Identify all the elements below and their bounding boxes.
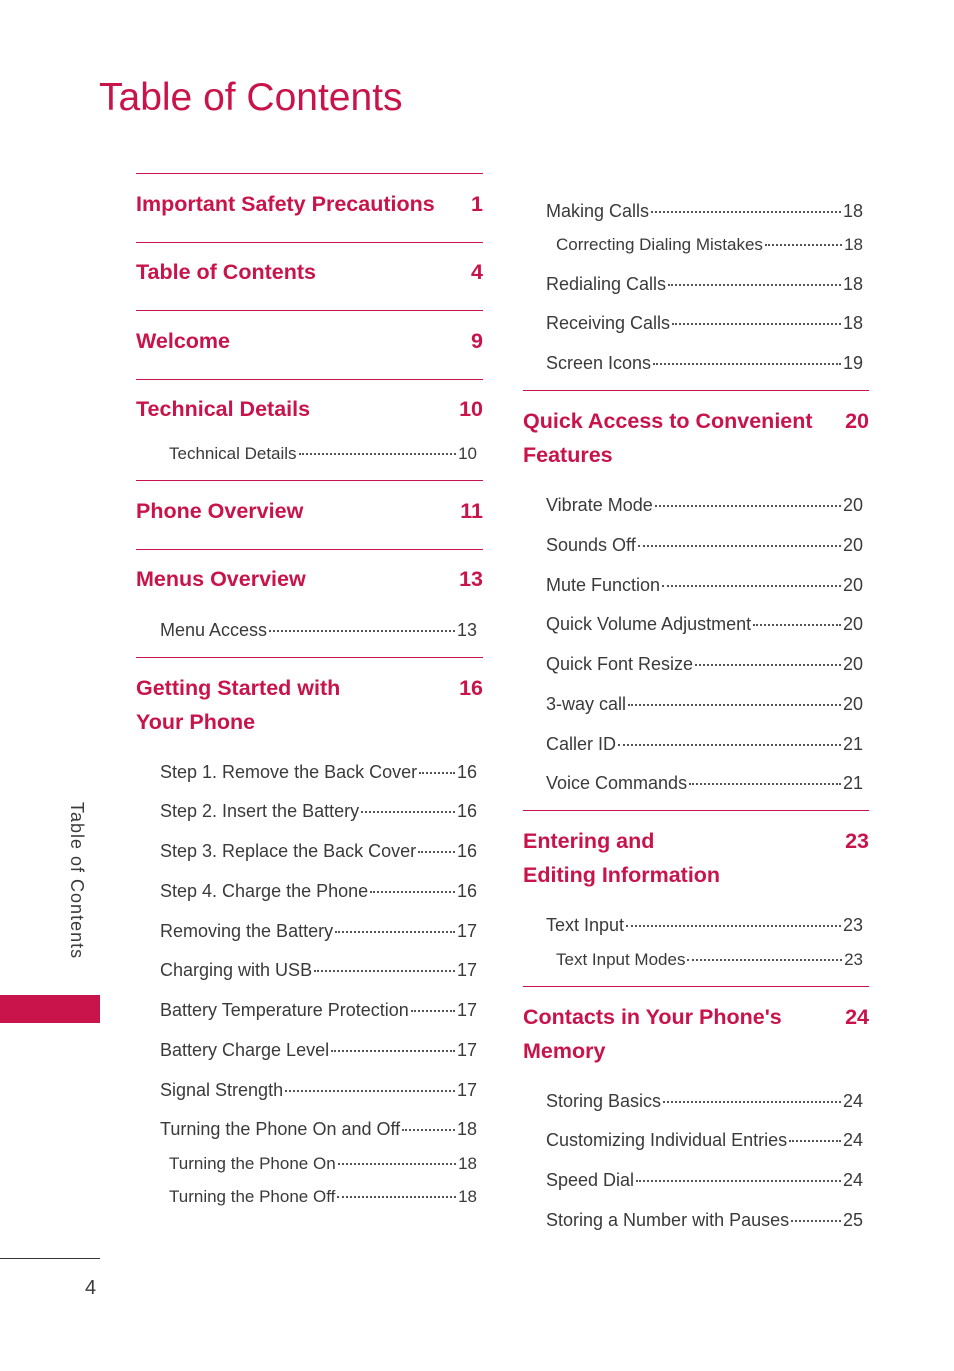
toc-entry-page: 18 <box>842 201 863 221</box>
toc-entry-page: 23 <box>844 950 863 969</box>
dot-leader <box>335 931 455 933</box>
toc-section-page: 13 <box>459 567 483 591</box>
toc-entry[interactable] <box>160 880 477 902</box>
toc-entry-title: Screen Icons <box>546 353 652 373</box>
toc-entry-title: Sounds Off <box>546 535 636 555</box>
toc-entry[interactable] <box>160 1079 477 1101</box>
toc-entry-title: Redialing Calls <box>546 274 667 294</box>
dot-leader <box>663 1101 841 1103</box>
toc-section-title: Contacts in Your Phone's Memory <box>523 1005 782 1063</box>
toc-section[interactable] <box>136 671 483 739</box>
toc-entry[interactable] <box>546 733 863 755</box>
dot-leader <box>370 891 455 893</box>
toc-entry-page: 17 <box>456 1000 477 1020</box>
toc-entry-page: 17 <box>456 1080 477 1100</box>
section-divider <box>136 242 483 243</box>
dot-leader <box>299 453 457 455</box>
toc-section-page: 4 <box>471 260 483 284</box>
toc-entry-page: 18 <box>458 1154 477 1173</box>
toc-entry-page: 20 <box>842 654 863 674</box>
toc-section[interactable] <box>523 1000 869 1068</box>
toc-entry-page: 19 <box>842 353 863 373</box>
toc-section-title: Welcome <box>136 329 230 353</box>
toc-entry[interactable] <box>160 800 477 822</box>
toc-entry-page: 20 <box>842 694 863 714</box>
section-divider <box>523 810 869 811</box>
section-divider <box>136 657 483 658</box>
toc-section[interactable] <box>523 824 869 892</box>
section-divider <box>136 480 483 481</box>
dot-leader <box>628 704 841 706</box>
toc-entry-page: 17 <box>456 960 477 980</box>
toc-entry[interactable] <box>546 1169 863 1191</box>
toc-entry[interactable] <box>160 920 477 942</box>
toc-entry[interactable] <box>546 1090 863 1112</box>
toc-entry[interactable] <box>160 1039 477 1061</box>
toc-entry[interactable] <box>546 494 863 516</box>
dot-leader <box>789 1140 841 1142</box>
toc-entry-page: 18 <box>456 1119 477 1139</box>
dot-leader <box>636 1180 841 1182</box>
toc-entry-title: Storing Basics <box>546 1091 662 1111</box>
toc-entry[interactable] <box>546 693 863 715</box>
toc-entry[interactable] <box>546 574 863 596</box>
toc-entry-title: Menu Access <box>160 620 268 640</box>
toc-section-title: Quick Access to Convenient Features <box>523 409 813 467</box>
dot-leader <box>791 1220 841 1222</box>
section-divider <box>523 986 869 987</box>
toc-entry[interactable] <box>546 653 863 675</box>
toc-entry-title: Battery Charge Level <box>160 1040 330 1060</box>
toc-entry-page: 13 <box>456 620 477 640</box>
dot-leader <box>695 664 841 666</box>
toc-entry-page: 18 <box>458 1187 477 1206</box>
toc-entry-page: 18 <box>844 235 863 254</box>
dot-leader <box>672 323 841 325</box>
dot-leader <box>402 1129 455 1131</box>
toc-entry[interactable] <box>546 200 863 222</box>
toc-entry-page: 16 <box>456 762 477 782</box>
toc-entry[interactable] <box>546 312 863 334</box>
dot-leader <box>411 1010 455 1012</box>
toc-entry[interactable] <box>160 840 477 862</box>
toc-entry-page: 21 <box>842 773 863 793</box>
toc-section[interactable] <box>136 187 483 221</box>
toc-section-title: Getting Started with Your Phone <box>136 676 341 734</box>
dot-leader <box>662 585 841 587</box>
toc-section-page: 23 <box>845 829 869 853</box>
page-title: Table of Contents <box>99 76 403 119</box>
toc-entry[interactable] <box>546 914 863 936</box>
toc-section[interactable] <box>136 255 483 289</box>
toc-entry-page: 16 <box>456 881 477 901</box>
toc-entry-title: Vibrate Mode <box>546 495 653 515</box>
section-divider <box>523 390 869 391</box>
dot-leader <box>331 1050 455 1052</box>
toc-entry-title: Turning the Phone On and Off <box>160 1119 401 1139</box>
toc-entry-title: Storing a Number with Pauses <box>546 1210 790 1230</box>
toc-entry[interactable] <box>160 761 477 783</box>
section-divider <box>136 549 483 550</box>
toc-section-page: 11 <box>460 499 483 523</box>
toc-entry-title: Battery Temperature Protection <box>160 1000 409 1020</box>
toc-entry-title: 3-way call <box>546 694 627 714</box>
toc-entry-page: 20 <box>842 535 863 555</box>
dot-leader <box>651 211 841 213</box>
toc-entry-title: Step 2. Insert the Battery <box>160 801 360 821</box>
page-number: 4 <box>85 1277 97 1299</box>
toc-entry-title: Mute Function <box>546 575 661 595</box>
dot-leader <box>285 1090 455 1092</box>
toc-entry-title: Removing the Battery <box>160 921 334 941</box>
toc-entry-page: 25 <box>842 1210 863 1230</box>
toc-entry[interactable] <box>160 1118 477 1140</box>
dot-leader <box>618 744 841 746</box>
toc-entry[interactable] <box>169 1153 477 1175</box>
toc-section-title: Menus Overview <box>136 567 306 591</box>
toc-entry-title: Text Input Modes <box>556 950 686 969</box>
toc-entry-title: Signal Strength <box>160 1080 284 1100</box>
toc-entry-page: 18 <box>842 274 863 294</box>
toc-entry-page: 24 <box>842 1130 863 1150</box>
toc-entry-title: Quick Font Resize <box>546 654 694 674</box>
toc-entry[interactable] <box>546 1129 863 1151</box>
toc-entry-page: 10 <box>458 444 477 463</box>
toc-entry[interactable] <box>160 959 477 981</box>
toc-entry-title: Customizing Individual Entries <box>546 1130 788 1150</box>
toc-entry[interactable] <box>546 1209 863 1231</box>
toc-entry[interactable] <box>160 619 477 641</box>
dot-leader <box>653 363 841 365</box>
toc-section-page: 24 <box>845 1005 869 1029</box>
toc-entry-title: Receiving Calls <box>546 313 671 333</box>
toc-entry-title: Speed Dial <box>546 1170 635 1190</box>
toc-entry-page: 24 <box>842 1170 863 1190</box>
toc-section[interactable] <box>523 404 869 472</box>
toc-section-page: 9 <box>471 329 483 353</box>
toc-entry-title: Step 3. Replace the Back Cover <box>160 841 417 861</box>
toc-entry-page: 20 <box>842 614 863 634</box>
toc-entry-title: Text Input <box>546 915 625 935</box>
toc-entry-page: 18 <box>842 313 863 333</box>
toc-entry-page: 20 <box>842 495 863 515</box>
dot-leader <box>361 811 455 813</box>
dot-leader <box>626 925 841 927</box>
toc-entry-title: Step 4. Charge the Phone <box>160 881 369 901</box>
toc-entry-page: 20 <box>842 575 863 595</box>
toc-entry-title: Quick Volume Adjustment <box>546 614 752 634</box>
dot-leader <box>753 624 841 626</box>
toc-entry-title: Turning the Phone On <box>169 1154 336 1173</box>
toc-section-page: 16 <box>459 676 483 700</box>
toc-section[interactable] <box>136 392 483 426</box>
dot-leader <box>655 505 841 507</box>
section-divider <box>136 310 483 311</box>
dot-leader <box>418 851 455 853</box>
toc-entry[interactable] <box>556 234 863 256</box>
toc-entry[interactable] <box>169 1186 477 1208</box>
toc-entry[interactable] <box>169 443 477 465</box>
toc-entry-title: Step 1. Remove the Back Cover <box>160 762 418 782</box>
dot-leader <box>638 545 841 547</box>
toc-section-title: Entering and Editing Information <box>523 829 721 887</box>
toc-section[interactable] <box>136 494 483 528</box>
toc-entry-title: Caller ID <box>546 734 617 754</box>
footer-divider <box>0 1258 100 1259</box>
dot-leader <box>687 959 842 961</box>
dot-leader <box>314 970 455 972</box>
chapter-tab-marker <box>0 995 100 1023</box>
toc-section-title: Important Safety Precautions <box>136 192 435 216</box>
dot-leader <box>668 284 841 286</box>
dot-leader <box>419 772 455 774</box>
toc-section-page: 1 <box>471 192 483 216</box>
toc-entry-page: 24 <box>842 1091 863 1111</box>
dot-leader <box>765 244 842 246</box>
toc-section[interactable] <box>136 324 483 358</box>
dot-leader <box>689 783 841 785</box>
toc-entry-title: Correcting Dialing Mistakes <box>556 235 763 254</box>
toc-section-title: Technical Details <box>136 397 311 421</box>
toc-entry-title: Turning the Phone Off <box>169 1187 336 1206</box>
dot-leader <box>337 1196 456 1198</box>
toc-entry[interactable] <box>546 273 863 295</box>
toc-entry-title: Technical Details <box>169 444 297 463</box>
toc-entry-title: Voice Commands <box>546 773 688 793</box>
toc-section-title: Phone Overview <box>136 499 304 523</box>
toc-entry[interactable] <box>546 772 863 794</box>
toc-entry[interactable] <box>546 352 863 374</box>
toc-entry-page: 16 <box>456 801 477 821</box>
toc-entry-page: 17 <box>456 1040 477 1060</box>
toc-entry[interactable] <box>546 534 863 556</box>
dot-leader <box>338 1163 456 1165</box>
section-divider <box>136 173 483 174</box>
toc-entry-page: 23 <box>842 915 863 935</box>
toc-section-page: 20 <box>845 409 869 433</box>
toc-entry[interactable] <box>546 613 863 635</box>
toc-entry-page: 21 <box>842 734 863 754</box>
section-divider <box>136 379 483 380</box>
side-chapter-label: Table of Contents <box>67 802 87 960</box>
toc-entry-title: Charging with USB <box>160 960 313 980</box>
toc-entry-page: 16 <box>456 841 477 861</box>
toc-entry[interactable] <box>556 949 863 971</box>
toc-section[interactable] <box>136 562 483 596</box>
toc-section-page: 10 <box>459 397 483 421</box>
toc-entry-page: 17 <box>456 921 477 941</box>
dot-leader <box>269 630 455 632</box>
toc-section-title: Table of Contents <box>136 260 316 284</box>
toc-entry[interactable] <box>160 999 477 1021</box>
toc-entry-title: Making Calls <box>546 201 650 221</box>
